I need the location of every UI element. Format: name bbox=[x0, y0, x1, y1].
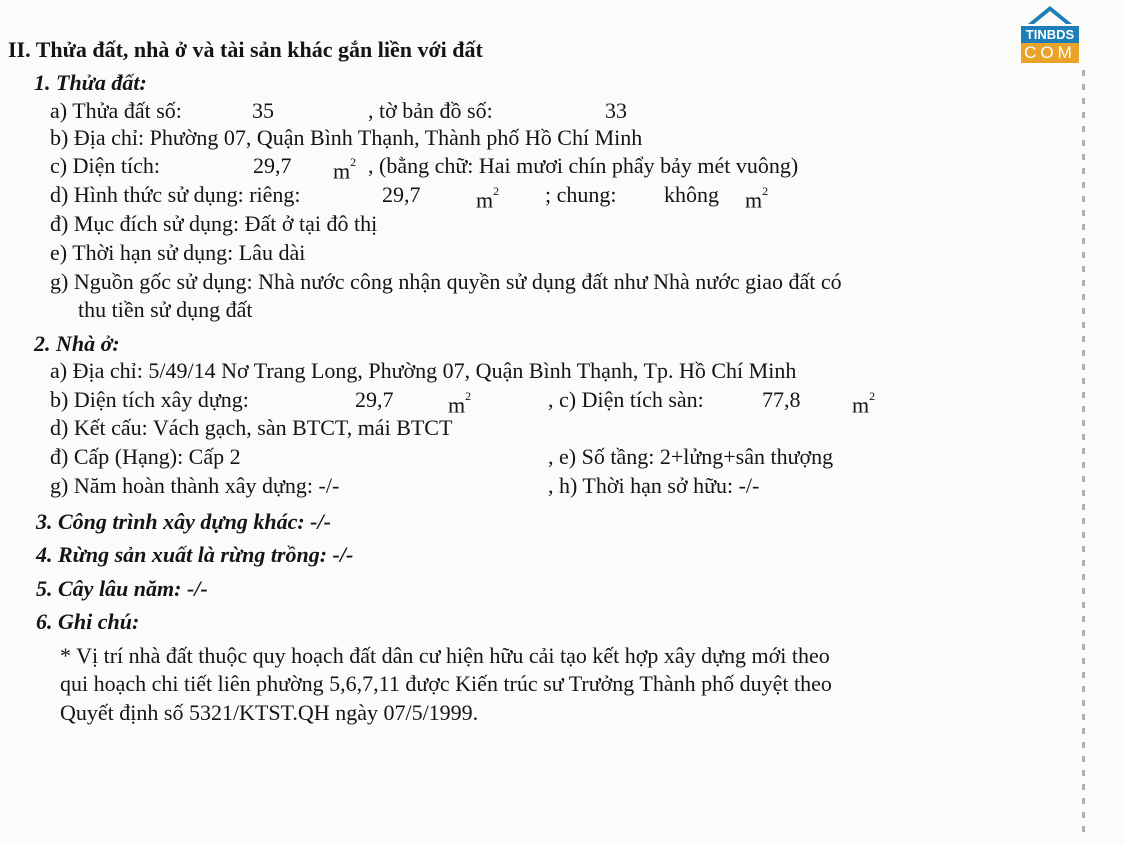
land-address: b) Địa chỉ: Phường 07, Quận Bình Thạnh, Thành phố Hồ Chí Minh bbox=[50, 125, 643, 150]
note-line-1: * Vị trí nhà đất thuộc quy hoạch đất dân cư hiện hữu cải tạo kết hợp xây dựng mới theo bbox=[60, 643, 830, 668]
house-grade: đ) Cấp (Hạng): Cấp 2 bbox=[50, 444, 241, 469]
land-area-value: 29,7 bbox=[253, 153, 292, 178]
land-origin-line1: g) Nguồn gốc sử dụng: Nhà nước công nhận quyền sử dụng đất như Nhà nước giao đất có bbox=[50, 269, 842, 294]
land-map-label: , tờ bản đồ số: bbox=[368, 98, 493, 123]
house-floors: , e) Số tầng: 2+lửng+sân thượng bbox=[548, 444, 834, 469]
land-parcel-label: a) Thửa đất số: bbox=[50, 98, 182, 123]
land-usage-common-unit: $m^2$ bbox=[745, 184, 769, 213]
land-usage-common: không bbox=[664, 182, 719, 207]
house-completion-year: g) Năm hoàn thành xây dựng: -/- bbox=[50, 473, 340, 498]
land-heading: 1. Thửa đất: bbox=[34, 70, 147, 95]
land-term: e) Thời hạn sử dụng: Lâu dài bbox=[50, 240, 306, 265]
house-floor-area-label: , c) Diện tích sàn: bbox=[548, 387, 704, 412]
note-line-3: Quyết định số 5321/KTST.QH ngày 07/5/1999. bbox=[60, 700, 479, 725]
house-roof-icon bbox=[1024, 4, 1076, 26]
production-forest: 4. Rừng sản xuất là rừng trồng: -/- bbox=[36, 542, 354, 567]
land-purpose: đ) Mục đích sử dụng: Đất ở tại đô thị bbox=[50, 211, 378, 236]
land-origin-line2: thu tiền sử dụng đất bbox=[78, 297, 253, 322]
tinbds-logo bbox=[1018, 4, 1082, 64]
house-address: a) Địa chỉ: 5/49/14 Nơ Trang Long, Phường 07, Quận Bình Thạnh, Tp. Hồ Chí Minh bbox=[50, 358, 797, 383]
other-works: 3. Công trình xây dựng khác: -/- bbox=[36, 509, 331, 534]
house-structure: d) Kết cấu: Vách gạch, sàn BTCT, mái BTCT bbox=[50, 415, 453, 440]
house-floor-area-unit: $m^2$ bbox=[852, 389, 876, 418]
house-heading: 2. Nhà ở: bbox=[34, 331, 120, 356]
land-parcel-number: 35 bbox=[252, 98, 274, 123]
land-area-words: , (bằng chữ: Hai mươi chín phẩy bảy mét vuông) bbox=[368, 153, 799, 178]
land-area-label: c) Diện tích: bbox=[50, 153, 160, 178]
section-title: II. Thửa đất, nhà ở và tài sản khác gắn liền với đất bbox=[8, 37, 483, 62]
note-line-2: qui hoạch chi tiết liên phường 5,6,7,11 được Kiến trúc sư Trưởng Thành phố duyệt theo bbox=[60, 671, 832, 696]
land-usage-common-label: ; chung: bbox=[545, 182, 617, 207]
land-usage-private: 29,7 bbox=[382, 182, 421, 207]
land-usage-form-label: d) Hình thức sử dụng: riêng: bbox=[50, 182, 301, 207]
scan-edge-mark bbox=[1082, 70, 1085, 840]
logo-text-bottom: COM bbox=[1021, 43, 1079, 63]
house-floor-area-value: 77,8 bbox=[762, 387, 801, 412]
house-build-area-unit: $m^2$ bbox=[448, 389, 472, 418]
land-map-number: 33 bbox=[605, 98, 627, 123]
land-usage-private-unit: $m^2$ bbox=[476, 184, 500, 213]
logo-text-top: TINBDS bbox=[1021, 26, 1079, 43]
house-ownership-term: , h) Thời hạn sở hữu: -/- bbox=[548, 473, 760, 498]
notes-heading: 6. Ghi chú: bbox=[36, 609, 140, 634]
perennial-trees: 5. Cây lâu năm: -/- bbox=[36, 576, 208, 601]
house-build-area-value: 29,7 bbox=[355, 387, 394, 412]
house-build-area-label: b) Diện tích xây dựng: bbox=[50, 387, 249, 412]
land-area-unit: $m^2$ bbox=[333, 155, 357, 184]
